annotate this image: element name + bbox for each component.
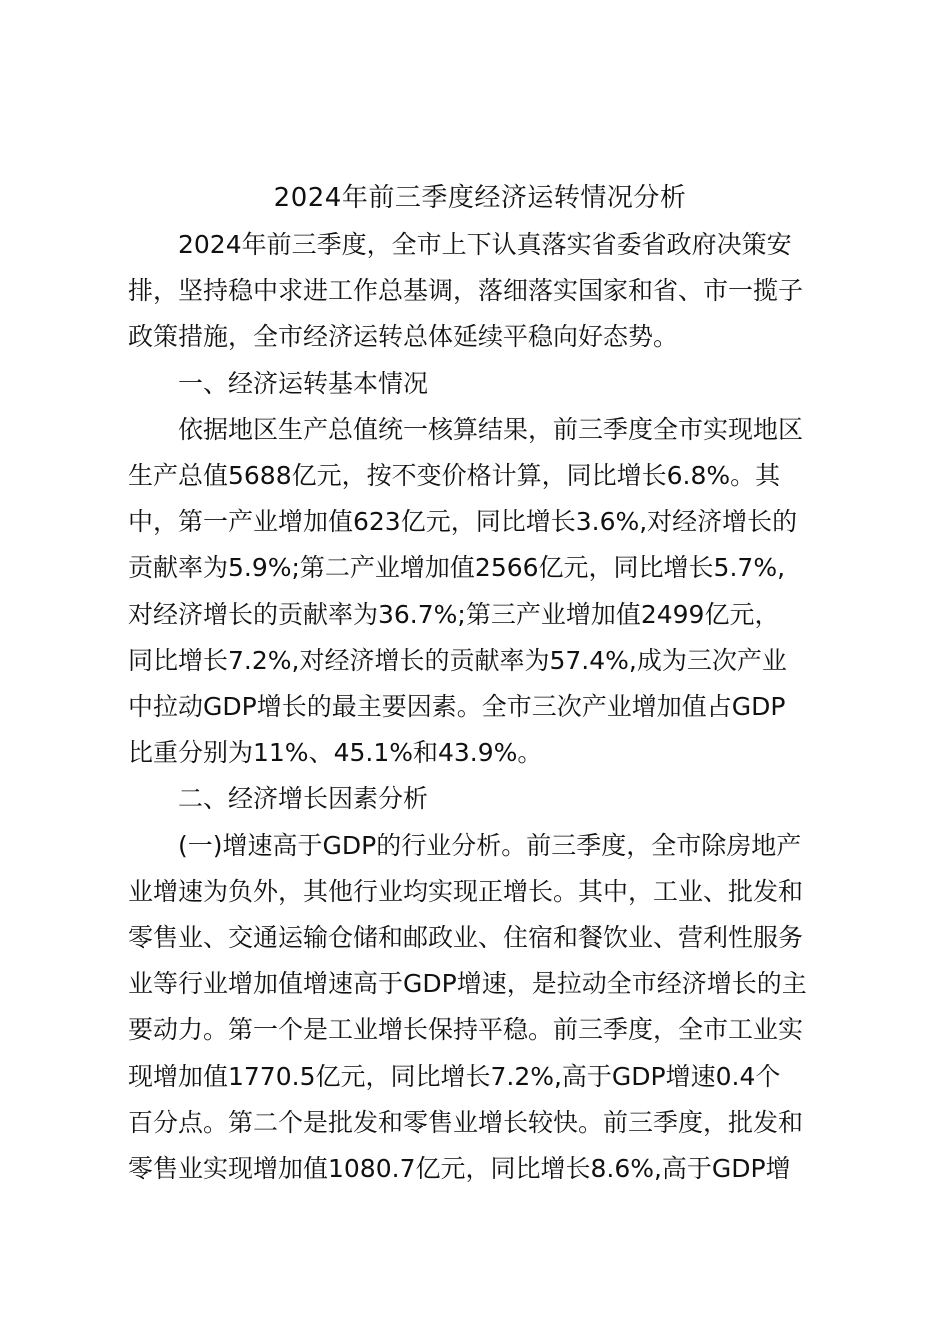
text-line: 要动力。第一个是工业增长保持平稳。前三季度，全市工业实 bbox=[128, 1015, 804, 1045]
text-line: 依据地区生产总值统一核算结果，前三季度全市实现地区 bbox=[128, 414, 804, 444]
text-line: 一、经济运转基本情况 bbox=[128, 368, 429, 398]
text-line: 中，第一产业增加值623亿元，同比增长3.6%,对经济增长的 bbox=[128, 507, 798, 537]
text-line: 比重分别为11%、45.1%和43.9%。 bbox=[128, 738, 543, 768]
text-line: 零售业实现增加值1080.7亿元，同比增长8.6%,高于GDP增 bbox=[128, 1154, 791, 1183]
text-line: 业等行业增加值增速高于GDP增速，是拉动全市经济增长的主 bbox=[128, 969, 807, 999]
text-line: 百分点。第二个是批发和零售业增长较快。前三季度，批发和 bbox=[128, 1107, 804, 1137]
text-line: 业增速为负外，其他行业均实现正增长。其中，工业、批发和 bbox=[128, 876, 804, 906]
text-line: 对经济增长的贡献率为36.7%;第三产业增加值2499亿元， bbox=[128, 599, 780, 629]
text-line: 同比增长7.2%,对经济增长的贡献率为57.4%,成为三次产业 bbox=[128, 645, 787, 675]
text-line: 贡献率为5.9%;第二产业增加值2566亿元，同比增长5.7%, bbox=[128, 553, 786, 583]
text-line: 2024年前三季度，全市上下认真落实省委省政府决策安 bbox=[128, 230, 792, 259]
text-line: 排，坚持稳中求进工作总基调，落细落实国家和省、市一揽子 bbox=[128, 276, 804, 306]
text-line: 二、经济增长因素分析 bbox=[128, 784, 429, 814]
text-line: 零售业、交通运输仓储和邮政业、住宿和餐饮业、营利性服务 bbox=[128, 923, 804, 952]
document-title: 2024年前三季度经济运转情况分析 bbox=[273, 183, 687, 213]
text-line: 现增加值1770.5亿元，同比增长7.2%,高于GDP增速0.4个 bbox=[128, 1061, 781, 1091]
text-line: 中拉动GDP增长的最主要因素。全市三次产业增加值占GDP bbox=[128, 692, 786, 721]
text-line: 政策措施，全市经济运转总体延续平稳向好态势。 bbox=[128, 322, 679, 352]
text-line: (一)增速高于GDP的行业分析。前三季度，全市除房地产 bbox=[128, 830, 802, 860]
text-line: 生产总值5688亿元，按不变价格计算，同比增长6.8%。其 bbox=[128, 461, 781, 490]
